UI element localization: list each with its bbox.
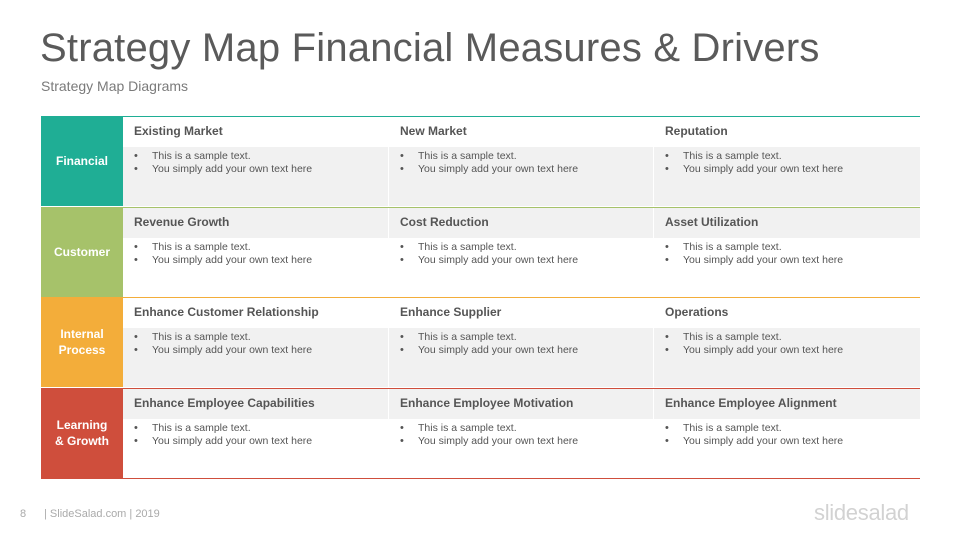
bullet-item — [400, 150, 653, 163]
cell-bullets — [123, 147, 388, 206]
cell-bullets — [123, 238, 388, 297]
cell-heading: New Market — [389, 116, 653, 147]
bullet-item — [134, 241, 388, 254]
bullet-text: This is a sample text. — [418, 150, 517, 162]
cell-financial-1 — [123, 116, 389, 206]
cell-bullets — [389, 328, 653, 387]
bullet-item — [400, 435, 653, 448]
category-label-financial: Financial — [41, 116, 123, 206]
table-bottom-line — [41, 478, 920, 479]
cell-heading: Enhance Customer Relationship — [123, 297, 388, 328]
cell-learning-growth-3 — [654, 388, 920, 478]
bullet-dot-icon: • — [665, 150, 669, 162]
bullet-dot-icon: • — [134, 435, 138, 448]
page-title: Strategy Map Financial Measures & Drivers — [40, 26, 820, 70]
bullet-item — [400, 254, 653, 267]
bullet-item — [134, 163, 388, 176]
bullet-text: This is a sample text. — [152, 331, 251, 344]
cell-bullets — [654, 238, 920, 297]
cell-internal-process-1 — [123, 297, 389, 387]
bullet-text: You simply add your own text here — [152, 435, 313, 448]
row-accent-line — [123, 116, 920, 117]
cell-learning-growth-1 — [123, 388, 389, 478]
cell-heading: Enhance Employee Motivation — [389, 388, 653, 419]
bullet-item — [134, 422, 388, 435]
category-label-learning-growth: Learning & Growth — [41, 388, 123, 478]
bullet-dot-icon: • — [400, 163, 404, 175]
bullet-item — [134, 331, 388, 344]
cell-bullets — [389, 238, 653, 297]
bullet-text: You simply add your own text here — [683, 163, 844, 175]
bullet-dot-icon: • — [400, 435, 404, 448]
bullet-dot-icon: • — [134, 253, 138, 266]
cell-bullets — [123, 419, 388, 478]
bullet-item — [665, 422, 920, 435]
cell-bullets — [389, 147, 653, 206]
cell-internal-process-3 — [654, 297, 920, 387]
cell-heading: Asset Utilization — [654, 207, 920, 238]
bullet-text: This is a sample text. — [683, 240, 782, 253]
category-label-internal-process: Internal Process — [41, 297, 123, 387]
cell-heading: Enhance Employee Alignment — [654, 388, 920, 419]
cell-learning-growth-2 — [389, 388, 654, 478]
bullet-dot-icon: • — [665, 253, 669, 266]
bullet-dot-icon: • — [400, 331, 404, 344]
bullet-dot-icon: • — [134, 331, 138, 344]
category-label-customer: Customer — [41, 207, 123, 297]
row-accent-line — [123, 297, 920, 298]
bullet-text: You simply add your own text here — [152, 163, 313, 175]
page-number: 8 — [20, 508, 27, 520]
bullet-item — [665, 344, 920, 357]
bullet-dot-icon: • — [134, 344, 138, 357]
cell-heading: Operations — [654, 297, 920, 328]
bullet-dot-icon: • — [134, 422, 138, 435]
bullet-text: This is a sample text. — [683, 331, 782, 344]
cell-customer-2 — [389, 207, 654, 297]
cell-customer-1 — [123, 207, 389, 297]
bullet-dot-icon: • — [400, 422, 404, 435]
bullet-text: You simply add your own text here — [418, 344, 579, 357]
bullet-dot-icon: • — [665, 422, 669, 435]
slidesalad-logo: slidesalad — [814, 500, 909, 525]
bullet-dot-icon: • — [665, 435, 669, 448]
cell-heading: Enhance Supplier — [389, 297, 653, 328]
cell-heading: Revenue Growth — [123, 207, 388, 238]
bullet-dot-icon: • — [665, 344, 669, 357]
bullet-text: You simply add your own text here — [152, 344, 313, 357]
page-subtitle: Strategy Map Diagrams — [41, 78, 189, 94]
cell-financial-2 — [389, 116, 654, 206]
bullet-text: This is a sample text. — [418, 331, 517, 344]
strategy-map-table — [41, 116, 920, 478]
bullet-item — [400, 163, 653, 176]
bullet-text: This is a sample text. — [152, 240, 251, 253]
bullet-text: This is a sample text. — [152, 422, 251, 435]
bullet-item — [400, 344, 653, 357]
bullet-item — [134, 435, 388, 448]
row-financial — [41, 116, 920, 206]
cell-customer-3 — [654, 207, 920, 297]
bullet-text: This is a sample text. — [418, 422, 517, 435]
row-accent-line — [123, 388, 920, 389]
cell-bullets — [654, 147, 920, 206]
cell-heading: Existing Market — [123, 116, 388, 147]
bullet-item — [134, 254, 388, 267]
cell-bullets — [123, 328, 388, 387]
bullet-text: You simply add your own text here — [683, 344, 844, 357]
bullet-dot-icon: • — [400, 150, 404, 162]
bullet-text: This is a sample text. — [683, 422, 782, 435]
row-accent-line — [123, 207, 920, 208]
bullet-dot-icon: • — [665, 163, 669, 175]
bullet-text: This is a sample text. — [683, 150, 782, 162]
bullet-dot-icon: • — [134, 150, 138, 162]
cell-heading: Reputation — [654, 116, 920, 147]
footer-text: | SlideSalad.com | 2019 — [44, 508, 160, 520]
bullet-text: You simply add your own text here — [683, 253, 844, 266]
row-learning-growth — [41, 388, 920, 478]
row-internal-process — [41, 297, 920, 387]
bullet-item — [400, 331, 653, 344]
bullet-item — [665, 435, 920, 448]
bullet-item — [665, 150, 920, 163]
cell-financial-3 — [654, 116, 920, 206]
bullet-dot-icon: • — [665, 331, 669, 344]
bullet-dot-icon: • — [665, 240, 669, 253]
bullet-item — [134, 344, 388, 357]
bullet-text: This is a sample text. — [152, 150, 251, 162]
row-customer — [41, 207, 920, 297]
bullet-text: You simply add your own text here — [683, 435, 844, 448]
bullet-item — [134, 150, 388, 163]
bullet-item — [665, 163, 920, 176]
cell-bullets — [389, 419, 653, 478]
cell-internal-process-2 — [389, 297, 654, 387]
cell-heading: Cost Reduction — [389, 207, 653, 238]
bullet-dot-icon: • — [134, 240, 138, 253]
bullet-item — [400, 422, 653, 435]
bullet-dot-icon: • — [400, 240, 404, 253]
cell-heading: Enhance Employee Capabilities — [123, 388, 388, 419]
bullet-text: You simply add your own text here — [418, 253, 579, 266]
bullet-item — [400, 241, 653, 254]
bullet-text: You simply add your own text here — [418, 435, 579, 448]
bullet-dot-icon: • — [134, 163, 138, 175]
cell-bullets — [654, 419, 920, 478]
bullet-item — [665, 331, 920, 344]
bullet-text: You simply add your own text here — [152, 253, 313, 266]
bullet-text: This is a sample text. — [418, 240, 517, 253]
bullet-text: You simply add your own text here — [418, 163, 579, 175]
bullet-dot-icon: • — [400, 344, 404, 357]
bullet-item — [665, 254, 920, 267]
cell-bullets — [654, 328, 920, 387]
bullet-item — [665, 241, 920, 254]
bullet-dot-icon: • — [400, 253, 404, 266]
